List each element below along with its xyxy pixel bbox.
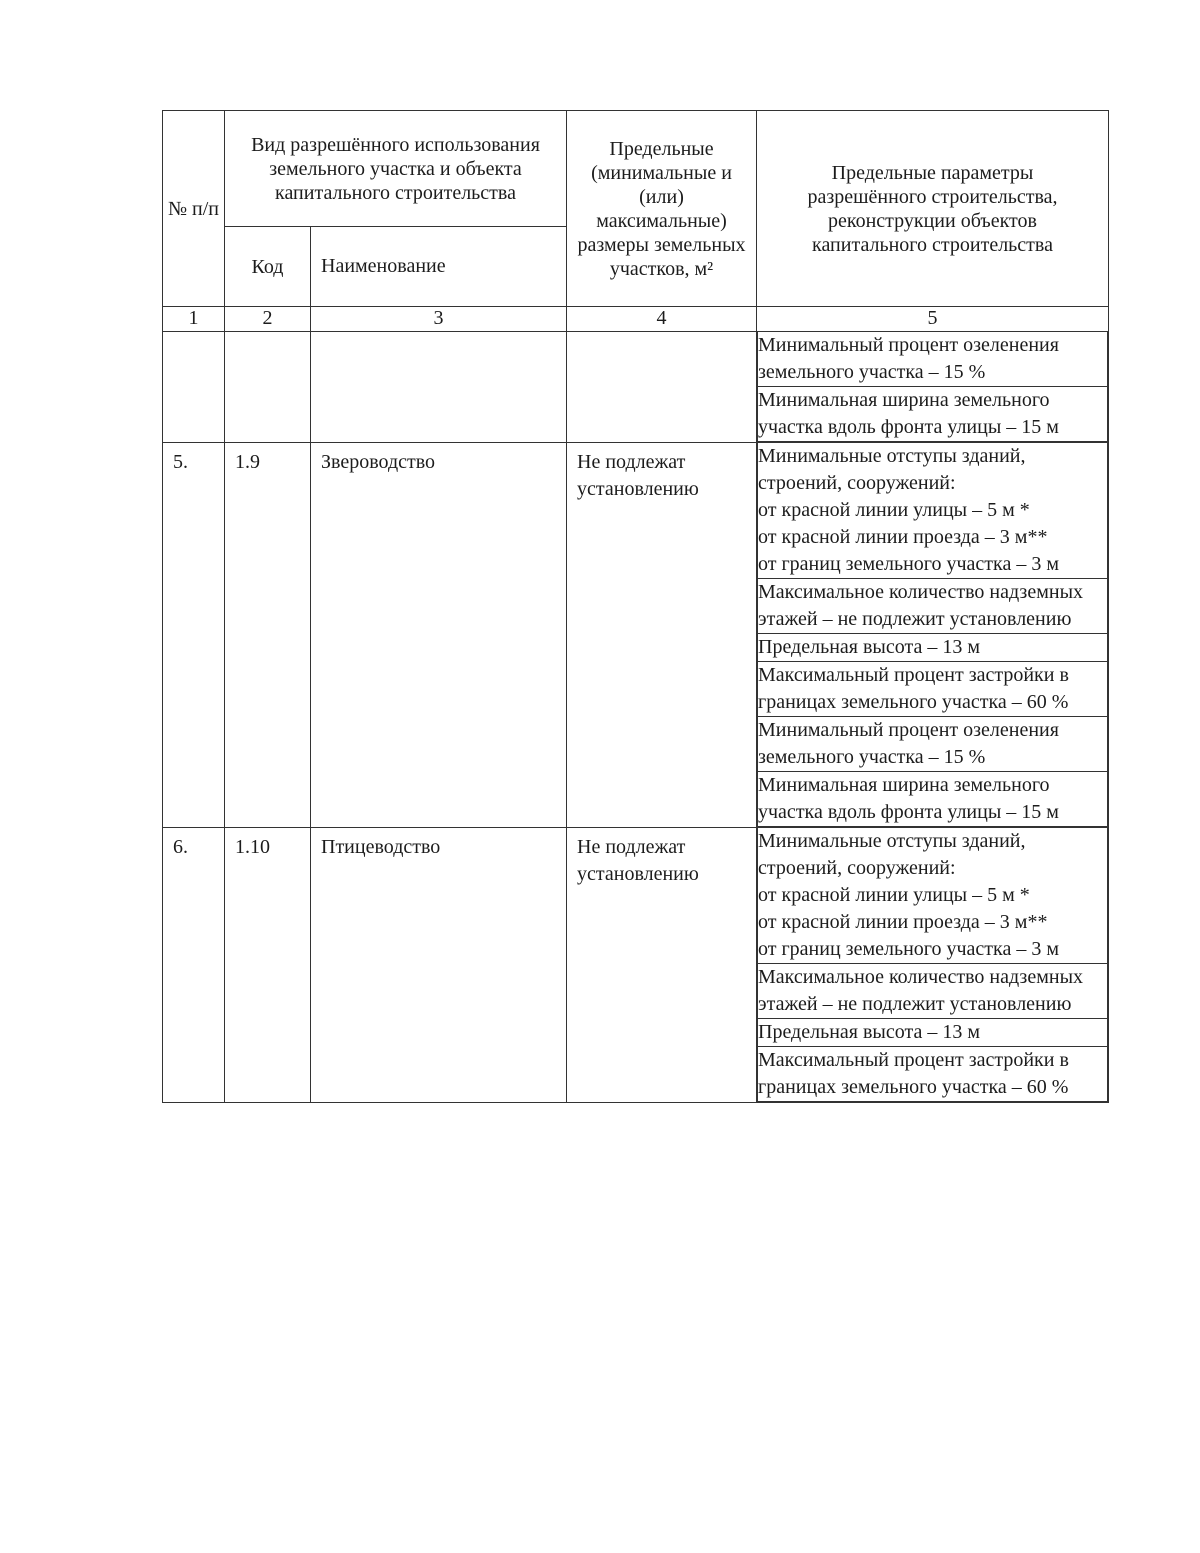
param-item: Минимальный процент озеленения земельного участка – 15 % [758, 719, 1059, 768]
header-name: Наименование [311, 227, 567, 307]
header-sizes [567, 111, 757, 307]
param-item: Минимальные отступы зданий, строений, сооружений: от красной линии улицы – 5 м * от красной линии проезда – 3 м** от границ земельного участка – 3 м [758, 830, 1059, 960]
row-name: Птицеводство [311, 828, 567, 1103]
cont-code [225, 332, 311, 443]
row-no: 6. [163, 828, 225, 1103]
param-item: Предельная высота – 13 м [758, 1021, 981, 1043]
col-number-5: 5 [757, 307, 1109, 332]
param-item: Максимальный процент застройки в границах земельного участка – 60 % [758, 664, 1069, 713]
row-no: 5. [163, 443, 225, 828]
param-item: Минимальный процент озеленения земельного участка – 15 % [758, 334, 1059, 383]
row-params [757, 828, 1109, 1103]
row-code: 1.10 [225, 828, 311, 1103]
header-no: № п/п [163, 111, 225, 307]
cont-no [163, 332, 225, 443]
continuation-row [163, 332, 1109, 443]
table-row [163, 828, 1109, 1103]
col-number-4: 4 [567, 307, 757, 332]
document-page [162, 110, 1108, 1103]
col-number-2: 2 [225, 307, 311, 332]
row-sizes: Не подлежат установлению [567, 828, 757, 1103]
param-item: Максимальное количество надземных этажей – не подлежит установлению [758, 966, 1084, 1015]
column-number-row [163, 307, 1109, 332]
param-item: Минимальная ширина земельного участка вдоль фронта улицы – 15 м [758, 774, 1059, 823]
row-sizes: Не подлежат установлению [567, 443, 757, 828]
row-code: 1.9 [225, 443, 311, 828]
cont-sizes [567, 332, 757, 443]
table-row [163, 443, 1109, 828]
params-list [757, 332, 1108, 442]
cont-params [757, 332, 1109, 443]
header-use-group: Вид разрешённого использования земельного участка и объекта капитального строительства [225, 111, 567, 227]
col-number-3: 3 [311, 307, 567, 332]
cont-name [311, 332, 567, 443]
col-number-1: 1 [163, 307, 225, 332]
land-use-table [162, 110, 1109, 1103]
param-item: Минимальные отступы зданий, строений, сооружений: от красной линии улицы – 5 м * от красной линии проезда – 3 м** от границ земельного участка – 3 м [758, 445, 1059, 575]
params-list [757, 828, 1108, 1102]
row-params [757, 443, 1109, 828]
header-params: Предельные параметры разрешённого строительства, реконструкции объектов капитального строительства [757, 111, 1109, 307]
param-item: Минимальная ширина земельного участка вдоль фронта улицы – 15 м [758, 389, 1059, 438]
header-sizes-text: Предельные (минимальные и (или) максимальные) размеры земельных участков, м² [577, 137, 746, 280]
param-item: Максимальное количество надземных этажей – не подлежит установлению [758, 581, 1084, 630]
param-item: Максимальный процент застройки в границах земельного участка – 60 % [758, 1049, 1069, 1098]
header-code: Код [225, 227, 311, 307]
row-name: Звероводство [311, 443, 567, 828]
params-list [757, 443, 1108, 827]
param-item: Предельная высота – 13 м [758, 636, 981, 658]
